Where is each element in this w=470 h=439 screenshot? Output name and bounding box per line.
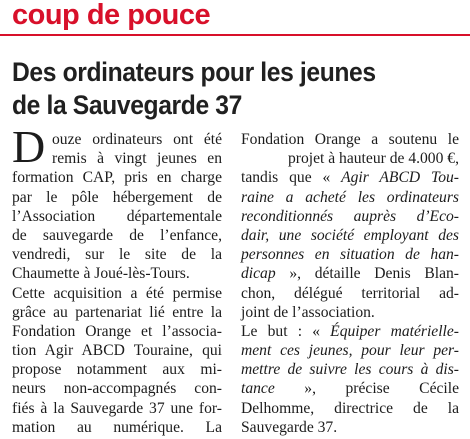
text-line: tion Agir ABCD Touraine, qui [12, 342, 222, 360]
text-line: dicap », détaille Denis Blan- [241, 265, 459, 283]
text-line: grâce au partenariat lié entre la [12, 303, 222, 321]
article-column-left [12, 130, 222, 437]
text-line: mation au numérique. La [12, 418, 222, 436]
text-line: joint de l’association. [241, 303, 375, 321]
text-line [241, 188, 459, 207]
quote-text: reconditionnés auprès d’Eco- [241, 207, 459, 225]
text-line [241, 207, 459, 226]
text-line [241, 341, 459, 360]
section-rubric: coup de pouce [12, 0, 211, 31]
text-line [241, 360, 459, 379]
quote-text: dair, une société employant des [241, 226, 459, 244]
text-line: propose notamment aux mi- [12, 361, 222, 379]
text-line: fiés à la Sauvegarde 37 une for- [12, 399, 222, 417]
text-line: par le pôle hébergement de [12, 188, 222, 206]
text-line: tance », précise Cécile [241, 380, 460, 398]
text-line [241, 245, 459, 264]
quote-text: ment ces jeunes, pour leur per- [241, 342, 459, 360]
rubric-rule [0, 34, 470, 36]
text-line: Le but : « Équiper matérielle- [241, 322, 459, 340]
text-line: neurs non-accompagnés con- [12, 380, 222, 398]
text-line: tandis que « Agir ABCD Tou- [241, 169, 459, 187]
text-line: Sauvegarde 37. [241, 418, 338, 436]
text-line: Chaumette à Joué-lès-Tours. [12, 265, 190, 283]
text-line: l’Association départementale [12, 207, 222, 225]
quote-text: raine a acheté les ordinateurs [241, 188, 459, 206]
text-line: chon, délégué territorial ad- [241, 284, 459, 302]
text-line: vendredi, sur le site de la [12, 246, 222, 264]
quote-text: mettre de suivre les cours à dis- [241, 361, 459, 379]
text-line [241, 226, 459, 245]
text-line: Fondation Orange a soutenu le [241, 131, 459, 148]
text-line: Fondation Orange et l’associa- [12, 322, 222, 340]
article-column-right [241, 130, 459, 437]
drop-cap: D [12, 121, 46, 172]
text-line: Cette acquisition a été permise [12, 284, 222, 302]
text-line: ouze ordinateurs ont été [52, 131, 222, 148]
headline-line-1: Des ordinateurs pour les jeunes [12, 57, 376, 87]
quote-text: personnes en situation de han- [241, 246, 459, 264]
text-line: de sauvegarde de l’enfance, [12, 226, 222, 244]
text-line: formation CAP, pris en charge [12, 169, 222, 187]
text-line: Delhomme, directrice de la [241, 399, 459, 417]
text-line: projet à hauteur de 4.000 €, [287, 150, 459, 168]
article-headline [12, 56, 431, 122]
text-line: remis à vingt jeunes en [52, 150, 222, 168]
headline-line-2: de la Sauvegarde 37 [12, 90, 242, 120]
